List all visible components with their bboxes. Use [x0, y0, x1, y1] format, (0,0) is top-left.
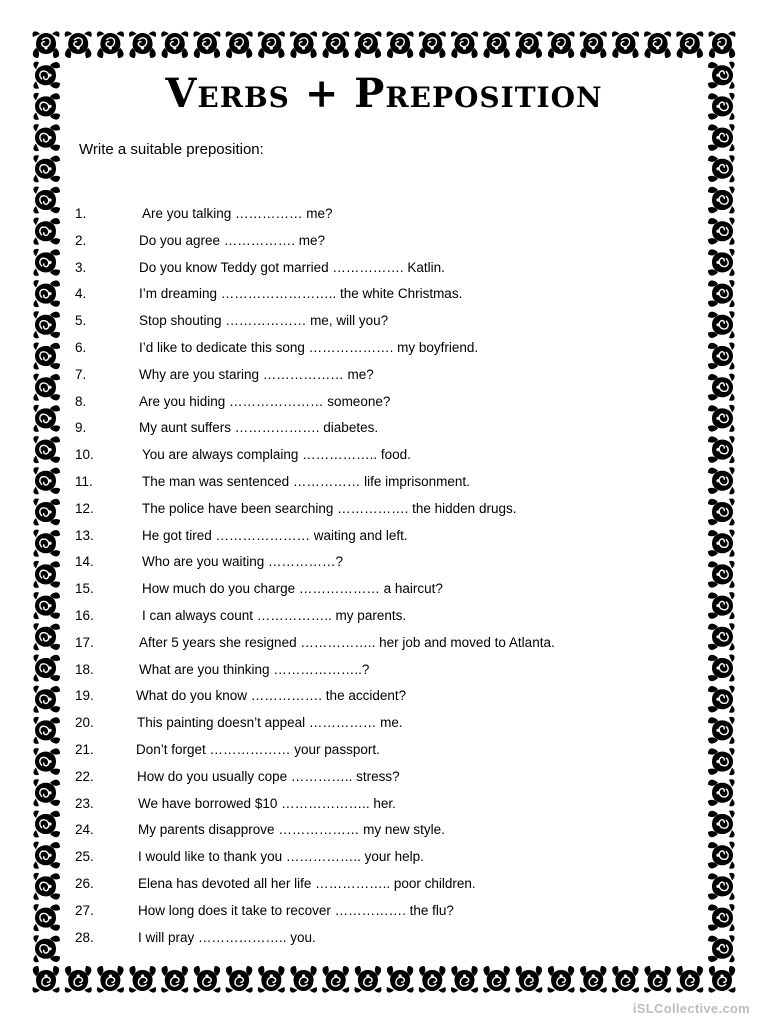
question-text: I’d like to dedicate this song ………………. my boyfriend.	[139, 340, 479, 355]
rose-ornament-icon	[708, 498, 735, 525]
question-number: 25.	[75, 849, 94, 865]
rose-ornament-icon	[161, 966, 188, 993]
rose-ornament-icon	[708, 779, 735, 806]
question-text: Are you talking …………… me?	[142, 206, 333, 221]
rose-ornament-icon	[65, 966, 92, 993]
instruction-text: Write a suitable preposition:	[79, 141, 264, 158]
rose-ornament-icon	[97, 31, 124, 58]
question-number: 13.	[75, 527, 94, 543]
rose-ornament-icon	[129, 966, 156, 993]
rose-ornament-icon	[387, 31, 414, 58]
border-right-column	[708, 62, 735, 963]
question-item	[0, 554, 700, 574]
rose-ornament-icon	[708, 935, 735, 962]
rose-ornament-icon	[193, 31, 220, 58]
rose-ornament-icon	[322, 966, 349, 993]
question-number: 19.	[75, 688, 94, 704]
question-text: Don’t forget ……………… your passport.	[136, 742, 380, 757]
question-text: How do you usually cope ………….. stress?	[137, 768, 400, 784]
rose-ornament-icon	[708, 31, 735, 58]
rose-ornament-icon	[451, 966, 478, 993]
rose-ornament-icon	[708, 436, 735, 463]
rose-ornament-icon	[258, 966, 285, 993]
rose-ornament-icon	[708, 405, 735, 432]
question-number: 6.	[75, 340, 87, 355]
rose-ornament-icon	[129, 31, 156, 58]
question-text: How long does it take to recover ……………. the flu?	[138, 902, 454, 918]
rose-ornament-icon	[483, 966, 510, 993]
rose-ornament-icon	[708, 654, 735, 681]
rose-ornament-icon	[387, 966, 414, 993]
rose-ornament-icon	[676, 966, 703, 993]
question-item	[0, 742, 700, 762]
rose-ornament-icon	[644, 31, 671, 58]
question-number: 12.	[75, 500, 94, 516]
rose-ornament-icon	[354, 966, 381, 993]
question-text: Elena has devoted all her life …………….. poor children.	[138, 876, 476, 891]
question-item	[0, 206, 700, 226]
rose-ornament-icon	[548, 31, 575, 58]
question-number: 26.	[75, 876, 94, 891]
question-text: What are you thinking ………………..?	[139, 661, 370, 677]
question-number: 5.	[75, 313, 87, 329]
rose-ornament-icon	[708, 561, 735, 588]
rose-ornament-icon	[451, 31, 478, 58]
question-number: 22.	[75, 768, 94, 784]
question-item	[0, 367, 700, 387]
question-number: 24.	[75, 822, 94, 838]
rose-ornament-icon	[354, 31, 381, 58]
rose-ornament-icon	[33, 155, 60, 182]
question-number: 27.	[75, 902, 94, 918]
rose-ornament-icon	[644, 966, 671, 993]
rose-ornament-icon	[676, 31, 703, 58]
rose-ornament-icon	[708, 748, 735, 775]
question-number: 17.	[75, 634, 94, 650]
question-text: Who are you waiting ……………?	[142, 554, 344, 570]
rose-ornament-icon	[322, 31, 349, 58]
question-text: I can always count …………….. my parents.	[142, 608, 407, 623]
rose-ornament-icon	[708, 904, 735, 931]
question-item	[0, 930, 700, 950]
question-item	[0, 233, 700, 253]
question-item	[0, 688, 700, 708]
question-item	[0, 635, 700, 655]
rose-ornament-icon	[33, 124, 60, 151]
question-item	[0, 501, 700, 521]
question-text: The man was sentenced …………… life imprisonment.	[142, 474, 470, 489]
rose-ornament-icon	[580, 966, 607, 993]
question-text: After 5 years she resigned …………….. her job and moved to Atlanta.	[139, 634, 555, 650]
question-text: Do you know Teddy got married ……………. Katlin.	[139, 259, 445, 275]
rose-ornament-icon	[32, 31, 59, 58]
question-number: 28.	[75, 929, 94, 945]
question-number: 4.	[75, 286, 87, 302]
rose-ornament-icon	[32, 966, 59, 993]
rose-ornament-icon	[612, 31, 639, 58]
question-number: 14.	[75, 554, 94, 570]
question-item	[0, 796, 700, 816]
question-item	[0, 474, 700, 494]
rose-ornament-icon	[708, 623, 735, 650]
rose-ornament-icon	[612, 966, 639, 993]
rose-ornament-icon	[708, 592, 735, 619]
question-text: You are always complaing …………….. food.	[142, 447, 411, 463]
question-number: 9.	[75, 420, 87, 436]
question-text: My aunt suffers ………………. diabetes.	[139, 420, 379, 436]
rose-ornament-icon	[708, 842, 735, 869]
rose-ornament-icon	[708, 530, 735, 557]
rose-ornament-icon	[226, 31, 253, 58]
rose-ornament-icon	[193, 966, 220, 993]
rose-ornament-icon	[708, 686, 735, 713]
question-text: My parents disapprove ……………… my new style.	[138, 822, 445, 838]
question-item	[0, 340, 700, 360]
question-number: 16.	[75, 608, 94, 623]
rose-ornament-icon	[419, 966, 446, 993]
question-text: This painting doesn’t appeal …………… me.	[137, 715, 403, 731]
question-number: 15.	[75, 581, 94, 597]
question-text: We have borrowed $10 ……………….. her.	[138, 795, 396, 811]
question-number: 10.	[75, 447, 94, 463]
rose-ornament-icon	[708, 467, 735, 494]
rose-ornament-icon	[419, 31, 446, 58]
question-text: I’m dreaming …………………….. the white Christmas.	[139, 286, 463, 302]
rose-ornament-icon	[708, 342, 735, 369]
rose-ornament-icon	[708, 717, 735, 744]
rose-ornament-icon	[290, 966, 317, 993]
rose-ornament-icon	[65, 31, 92, 58]
rose-ornament-icon	[708, 218, 735, 245]
question-item	[0, 903, 700, 923]
question-item	[0, 769, 700, 789]
rose-ornament-icon	[97, 966, 124, 993]
rose-ornament-icon	[708, 249, 735, 276]
rose-ornament-icon	[515, 966, 542, 993]
rose-ornament-icon	[161, 31, 188, 58]
question-text: How much do you charge ……………… a haircut?	[142, 581, 443, 597]
question-item	[0, 662, 700, 682]
question-item	[0, 394, 700, 414]
question-number: 8.	[75, 393, 87, 409]
question-text: He got tired ………………… waiting and left.	[142, 527, 408, 543]
question-item	[0, 581, 700, 601]
question-text: Are you hiding ………………… someone?	[139, 393, 391, 409]
question-item	[0, 715, 700, 735]
border-bottom-row	[32, 966, 735, 993]
rose-ornament-icon	[708, 155, 735, 182]
question-number: 3.	[75, 259, 87, 275]
rose-ornament-icon	[708, 873, 735, 900]
question-text: Why are you staring ……………… me?	[139, 366, 374, 382]
question-text: I will pray ……………….. you.	[138, 929, 316, 945]
page-title: Verbs + Preposition	[165, 70, 603, 117]
question-item	[0, 608, 700, 628]
rose-ornament-icon	[290, 31, 317, 58]
rose-ornament-icon	[226, 966, 253, 993]
question-item	[0, 447, 700, 467]
rose-ornament-icon	[708, 311, 735, 338]
rose-ornament-icon	[708, 374, 735, 401]
question-number: 20.	[75, 715, 94, 731]
rose-ornament-icon	[258, 31, 285, 58]
question-item	[0, 528, 700, 548]
rose-ornament-icon	[708, 124, 735, 151]
question-item	[0, 313, 700, 333]
question-text: Do you agree ……………. me?	[139, 232, 326, 248]
rose-ornament-icon	[708, 186, 735, 213]
question-item	[0, 876, 700, 896]
rose-ornament-icon	[708, 810, 735, 837]
question-text: Stop shouting ……………… me, will you?	[139, 313, 389, 329]
question-number: 2.	[75, 232, 87, 248]
rose-ornament-icon	[708, 966, 735, 993]
question-item	[0, 286, 700, 306]
question-text: I would like to thank you …………….. your help.	[138, 849, 424, 865]
rose-ornament-icon	[580, 31, 607, 58]
question-item	[0, 260, 700, 280]
rose-ornament-icon	[708, 280, 735, 307]
question-number: 11.	[75, 474, 93, 489]
border-top-row	[32, 31, 735, 58]
question-item	[0, 849, 700, 869]
question-text: What do you know ……………. the accident?	[136, 688, 407, 704]
rose-ornament-icon	[515, 31, 542, 58]
rose-ornament-icon	[548, 966, 575, 993]
watermark-footer: iSLCollective.com	[632, 1001, 750, 1016]
question-number: 18.	[75, 661, 94, 677]
question-item	[0, 822, 700, 842]
question-number: 7.	[75, 366, 87, 382]
question-item	[0, 420, 700, 440]
question-number: 21.	[75, 742, 94, 757]
question-number: 23.	[75, 795, 94, 811]
question-number: 1.	[75, 206, 87, 221]
rose-ornament-icon	[483, 31, 510, 58]
question-text: The police have been searching ……………. the hidden drugs.	[142, 500, 517, 516]
